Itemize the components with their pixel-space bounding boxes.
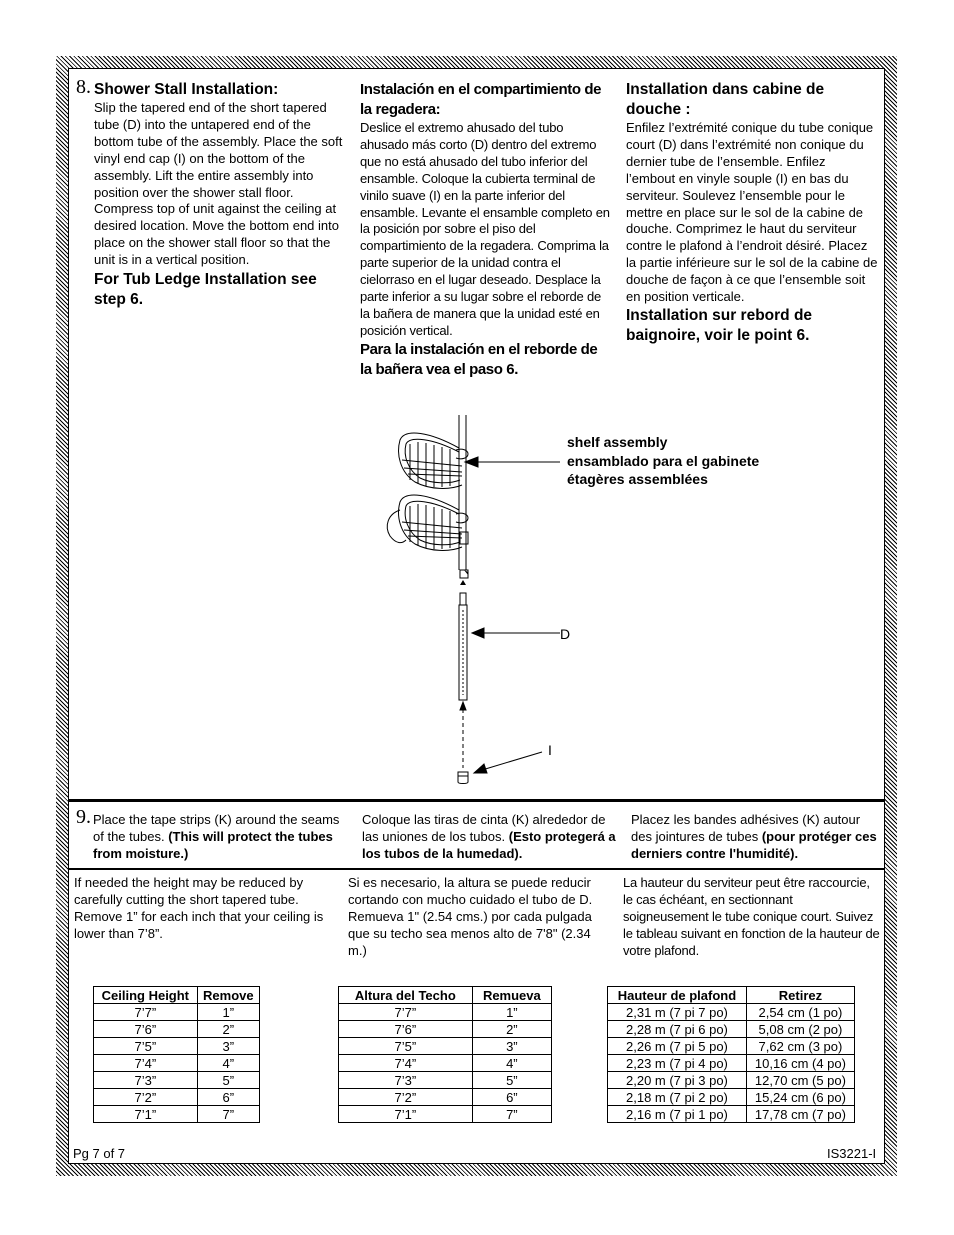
table-row (94, 1055, 260, 1072)
table-row (94, 1038, 260, 1055)
cell-ceiling-height: 2,16 m (7 pi 1 po) (608, 1106, 747, 1123)
table-row (339, 1055, 552, 1072)
step-9-spanish (362, 812, 617, 863)
table-row (608, 1089, 855, 1106)
cell-remove: 1” (197, 1004, 259, 1021)
header-remove: Remove (197, 987, 259, 1004)
cell-ceiling-height: 7’3” (94, 1072, 198, 1089)
cell-remove: 1” (472, 1004, 551, 1021)
header-remove: Retirez (746, 987, 854, 1004)
cell-ceiling-height: 7’4” (339, 1055, 473, 1072)
step-8-fr-note: Installation sur rebord de baignoire, voir le point 6. (626, 306, 813, 344)
section-divider (68, 799, 885, 802)
cell-ceiling-height: 7’7” (94, 1004, 198, 1021)
cell-remove: 3” (197, 1038, 259, 1055)
table-row (339, 1038, 552, 1055)
header-remove: Remueva (472, 987, 551, 1004)
table-row (94, 1106, 260, 1123)
step-8-es-heading: Instalación en el compartimiento de la regadera: (360, 81, 602, 118)
table-row (94, 1004, 260, 1021)
shelf-label-fr: étagères assemblées (567, 471, 708, 487)
table-row (339, 1021, 552, 1038)
table-row (339, 1106, 552, 1123)
cell-remove: 5” (472, 1072, 551, 1089)
cell-remove: 7” (472, 1106, 551, 1123)
table-row (339, 1004, 552, 1021)
table-row (94, 1021, 260, 1038)
step-8-english (94, 80, 344, 310)
ceiling-table-es (338, 986, 552, 1123)
step-8-fr-heading: Installation dans cabine de douche : (626, 81, 825, 118)
cell-remove: 4” (472, 1055, 551, 1072)
step-9-es-text: Coloque las tiras de cinta (K) alrededor de las uniones de los tubos. (362, 812, 606, 844)
cell-remove: 5,08 cm (2 po) (746, 1021, 854, 1038)
shelf-label-es: ensamblado para el gabinete (567, 452, 760, 469)
height-note-fr: La hauteur du serviteur peut être raccourcie, le cas échéant, en sectionnant soigneusement le tube conique court. Suivez le tableau suivant en fonction de la hauteur de votre plafond. (623, 875, 880, 958)
step-9-english (93, 812, 343, 863)
table-row (94, 1089, 260, 1106)
table-row (608, 1038, 855, 1055)
step-9-en-bold: (This will protect the tubes from moisture.) (93, 828, 333, 861)
cell-remove: 10,16 cm (4 po) (746, 1055, 854, 1072)
step-9-en-text: Place the tape strips (K) around the seams of the tubes. (93, 812, 340, 844)
step-8-en-heading: Shower Stall Installation: (94, 81, 279, 98)
cell-ceiling-height: 7’7” (339, 1004, 473, 1021)
table-row (608, 1055, 855, 1072)
cell-ceiling-height: 7’1” (339, 1106, 473, 1123)
step-9-fr-text: Placez les bandes adhésives (K) autour des jointures de tubes (631, 812, 861, 844)
cell-remove: 12,70 cm (5 po) (746, 1072, 854, 1089)
step-8-es-note: Para la instalación en el reborde de la bañera vea el paso 6. (360, 340, 598, 378)
cell-ceiling-height: 2,20 m (7 pi 3 po) (608, 1072, 747, 1089)
step-9-es-bold: (Esto protegerá a los tubos de la humedad). (362, 828, 616, 861)
step-9-french (631, 812, 883, 863)
cell-ceiling-height: 2,28 m (7 pi 6 po) (608, 1021, 747, 1038)
cell-ceiling-height: 7’1” (94, 1106, 198, 1123)
document-id: IS3221-I (827, 1146, 877, 1161)
cell-ceiling-height: 7’5” (339, 1038, 473, 1055)
cell-ceiling-height: 2,26 m (7 pi 5 po) (608, 1038, 747, 1055)
step-8-es-p1: Deslice el extremo ahusado del tubo ahusado más corto (D) dentro del extremo que no está ahusado del tubo inferior del ensamble. Coloque la cubierta terminal de vinilo suave (I) en la parte inferior del ensamble. Levante el ensamble completo en la posición por sobre el piso del compartimiento de la regadera. Comprima la parte superior de la unidad contra el cielorraso en el lugar deseado. Desplace la parte inferior a su lugar sobre el reborde de la bañera de manera que la unidad esté en posición vertical. (360, 120, 610, 338)
cell-remove: 7” (197, 1106, 259, 1123)
table-row (608, 1021, 855, 1038)
cell-remove: 7,62 cm (3 po) (746, 1038, 854, 1055)
table-row (608, 1072, 855, 1089)
table-row (608, 1106, 855, 1123)
cell-remove: 2” (472, 1021, 551, 1038)
table-header-row (94, 987, 260, 1004)
label-arrows (460, 440, 570, 780)
section-divider-2 (68, 868, 885, 870)
cell-ceiling-height: 2,31 m (7 pi 7 po) (608, 1004, 747, 1021)
cell-remove: 5” (197, 1072, 259, 1089)
cell-remove: 4” (197, 1055, 259, 1072)
cell-remove: 2,54 cm (1 po) (746, 1004, 854, 1021)
tube-d-label: D (560, 626, 571, 642)
cell-ceiling-height: 7’5” (94, 1038, 198, 1055)
cell-ceiling-height: 2,23 m (7 pi 4 po) (608, 1055, 747, 1072)
cell-remove: 3” (472, 1038, 551, 1055)
cell-ceiling-height: 7’6” (339, 1021, 473, 1038)
table-row (94, 1072, 260, 1089)
step-8-number: 8. (76, 76, 91, 98)
cell-ceiling-height: 7’2” (339, 1089, 473, 1106)
height-note-en: If needed the height may be reduced by carefully cutting the short tapered tube. Remove 1” for each inch that your ceiling is lower than 7’8”. (74, 875, 324, 941)
shelf-label-en: shelf assembly (567, 434, 668, 450)
table-row (339, 1072, 552, 1089)
table-row (339, 1089, 552, 1106)
step-8-spanish (360, 80, 610, 380)
header-ceiling-height: Altura del Techo (339, 987, 473, 1004)
header-ceiling-height: Hauteur de plafond (608, 987, 747, 1004)
cell-remove: 15,24 cm (6 po) (746, 1089, 854, 1106)
step-8-en-p2: Compress top of unit against the ceiling at desired location. Move the bottom end into place on the shower stall floor so that the unit is in a vertical position. (94, 201, 339, 268)
height-note-es: Si es necesario, la altura se puede reducir cortando con mucho cuidado el tubo de D. Remueva 1" (2.54 cms.) por cada pulgada que su techo sea menos alto de 7'8" (2.34 m.) (348, 875, 593, 958)
step-8-french (626, 80, 878, 346)
cell-ceiling-height: 7’6” (94, 1021, 198, 1038)
ceiling-table-en (93, 986, 260, 1123)
table-header-row (339, 987, 552, 1004)
step-9-number: 9. (76, 806, 91, 828)
header-ceiling-height: Ceiling Height (94, 987, 198, 1004)
step-8-en-p1: Slip the tapered end of the short tapered tube (D) into the untapered end of the bottom tube of the assembly. Place the soft vinyl end cap (I) on the bottom of the assembly. Lift the entire assembly into position over the shower stall floor. (94, 100, 343, 200)
cell-remove: 2” (197, 1021, 259, 1038)
shelf-assembly-label (567, 433, 759, 489)
cell-remove: 6” (197, 1089, 259, 1106)
cell-remove: 17,78 cm (7 po) (746, 1106, 854, 1123)
ceiling-table-fr (607, 986, 855, 1123)
cell-ceiling-height: 2,18 m (7 pi 2 po) (608, 1089, 747, 1106)
cell-ceiling-height: 7’4” (94, 1055, 198, 1072)
cell-ceiling-height: 7’3” (339, 1072, 473, 1089)
end-cap-i-label: I (548, 742, 552, 758)
step-8-en-note: For Tub Ledge Installation see step 6. (94, 271, 317, 309)
cell-ceiling-height: 7’2” (94, 1089, 198, 1106)
cell-remove: 6” (472, 1089, 551, 1106)
page-number: Pg 7 of 7 (73, 1146, 126, 1161)
step-9-fr-bold: (pour protéger ces derniers contre l'humidité). (631, 828, 877, 861)
table-header-row (608, 987, 855, 1004)
step-8-fr-p1: Enfilez l’extrémité conique du tube conique court (D) dans l’extrémité non conique du dernier tube de l’ensemble. Enfilez l’embout en vinyle souple (I) en bas du serviteur. Soulevez l’ensemble pour le mettre en place sur le sol de la cabine de douche. Comprimez le haut du serviteur contre le plafond à l’endroit désiré. Placez la partie inférieure sur le sol de la cabine de douche de façon à ce que l’ensemble soit en position verticale. (626, 120, 878, 305)
table-row (608, 1004, 855, 1021)
